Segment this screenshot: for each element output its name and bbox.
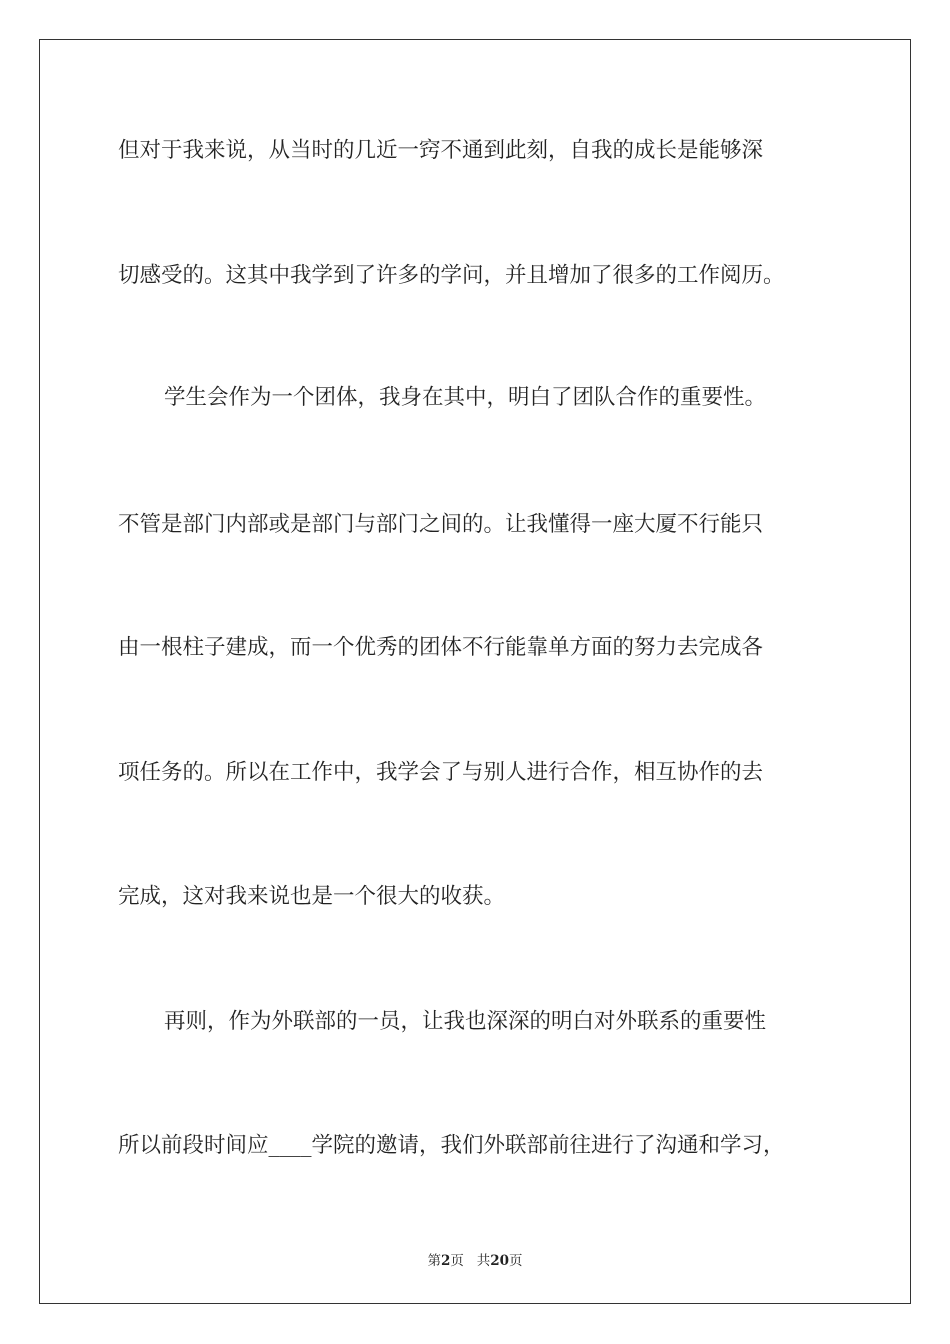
- total-suffix: 页: [509, 1253, 523, 1269]
- page-number: 2: [440, 1253, 451, 1269]
- body-text-line: 完成，这对我来说也是一个很大的收获。: [118, 884, 506, 909]
- body-text-line: 切感受的。这其中我学到了许多的学问，并且增加了很多的工作阅历。: [118, 263, 785, 288]
- total-pages: 20: [490, 1253, 510, 1269]
- paragraph-start-line: 学生会作为一个团体，我身在其中，明白了团队合作的重要性。: [164, 385, 767, 410]
- body-text-line: 不管是部门内部或是部门与部门之间的。让我懂得一座大厦不行能只: [118, 512, 764, 537]
- body-text-line: 项任务的。所以在工作中，我学会了与别人进行合作，相互协作的去: [118, 760, 764, 785]
- page-footer: [0, 1249, 950, 1269]
- page-border: [39, 39, 911, 1304]
- body-text-line: 所以前段时间应____学院的邀请，我们外联部前往进行了沟通和学习，: [118, 1133, 785, 1158]
- body-text-line: 由一根柱子建成，而一个优秀的团体不行能靠单方面的努力去完成各: [118, 635, 764, 660]
- total-prefix: 共: [476, 1253, 491, 1269]
- page-prefix: 第: [427, 1253, 441, 1269]
- body-text-line: 但对于我来说，从当时的几近一窍不通到此刻，自我的成长是能够深: [118, 138, 764, 163]
- paragraph-start-line: 再则，作为外联部的一员，让我也深深的明白对外联系的重要性: [164, 1009, 767, 1034]
- page-suffix: 页: [450, 1253, 464, 1269]
